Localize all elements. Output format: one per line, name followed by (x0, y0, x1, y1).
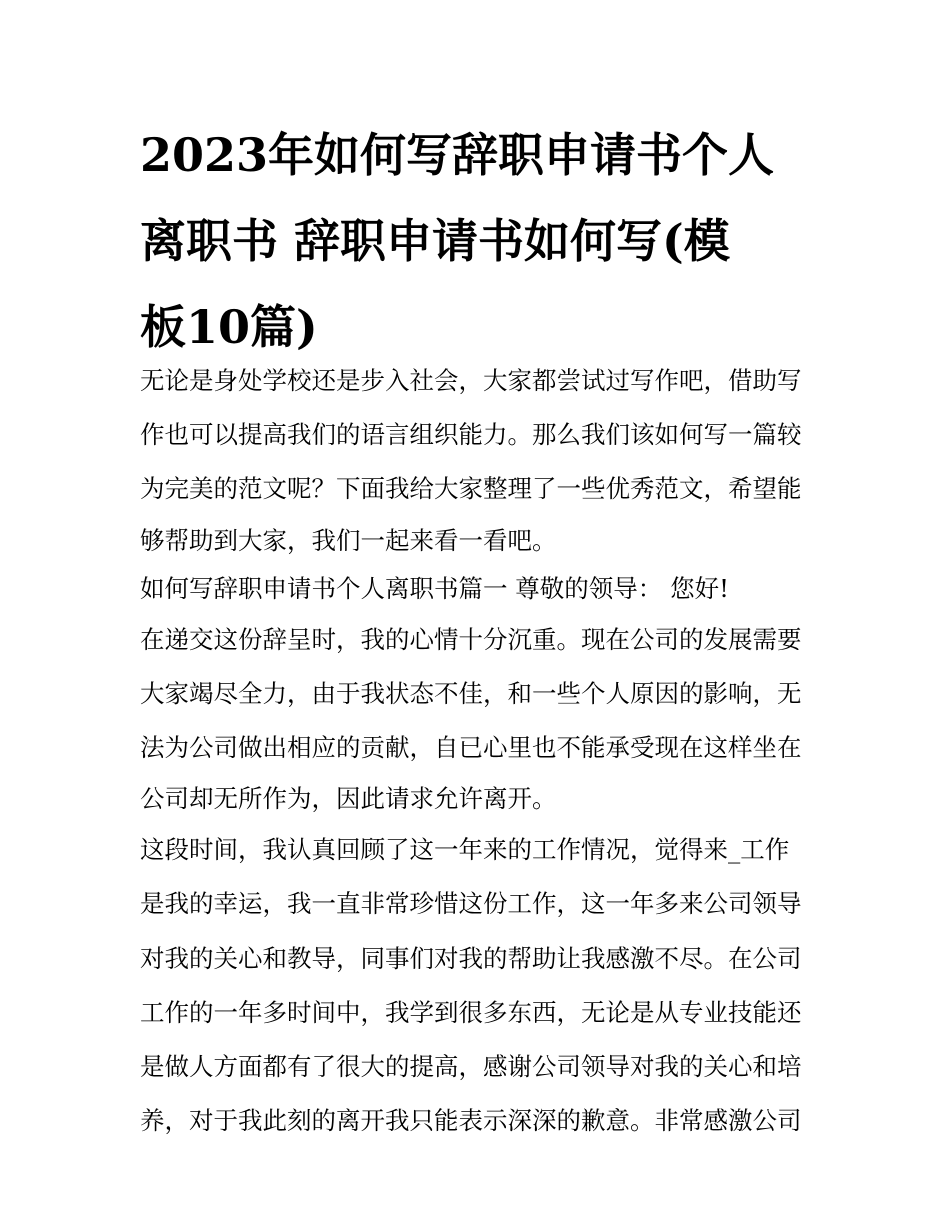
body-line-7: 大家竭尽全力，由于我状态不佳，和一些个人原因的影响，无 (140, 678, 802, 708)
body-line-9: 公司却无所作为，因此请求允许离开。 (140, 784, 557, 814)
body-line-10: 这段时间，我认真回顾了这一年来的工作情况，觉得来_工作 (140, 835, 790, 865)
body-line-15: 养，对于我此刻的离开我只能表示深深的歉意。非常感激公司 (140, 1106, 802, 1136)
section-heading: 如何写辞职申请书个人离职书篇一 尊敬的领导： 您好! (140, 573, 729, 603)
body-line-14: 是做人方面都有了很大的提高，感谢公司领导对我的关心和培 (140, 1051, 802, 1081)
document-title (140, 112, 820, 370)
body-line-13: 工作的一年多时间中，我学到很多东西，无论是从专业技能还 (140, 997, 802, 1027)
title-line-2: 离职书 辞职申请书如何写(模 (140, 214, 730, 268)
body-line-2: 作也可以提高我们的语言组织能力。那么我们该如何写一篇较 (140, 420, 802, 450)
title-line-3: 板10篇) (140, 300, 318, 354)
body-line-4: 够帮助到大家，我们一起来看一看吧。 (140, 525, 557, 555)
body-line-11: 是我的幸运，我一直非常珍惜这份工作，这一年多来公司领导 (140, 889, 802, 919)
title-line-1: 2023年如何写辞职申请书个人 (140, 128, 775, 182)
body-line-12: 对我的关心和教导，同事们对我的帮助让我感激不尽。在公司 (140, 943, 802, 973)
body-line-6: 在递交这份辞呈时，我的心情十分沉重。现在公司的发展需要 (140, 624, 802, 654)
body-line-8: 法为公司做出相应的贡献，自已心里也不能承受现在这样坐在 (140, 732, 802, 762)
body-line-3: 为完美的范文呢？下面我给大家整理了一些优秀范文，希望能 (140, 474, 802, 504)
body-line-1: 无论是身处学校还是步入社会，大家都尝试过写作吧，借助写 (140, 366, 802, 395)
document-body (140, 354, 820, 1148)
